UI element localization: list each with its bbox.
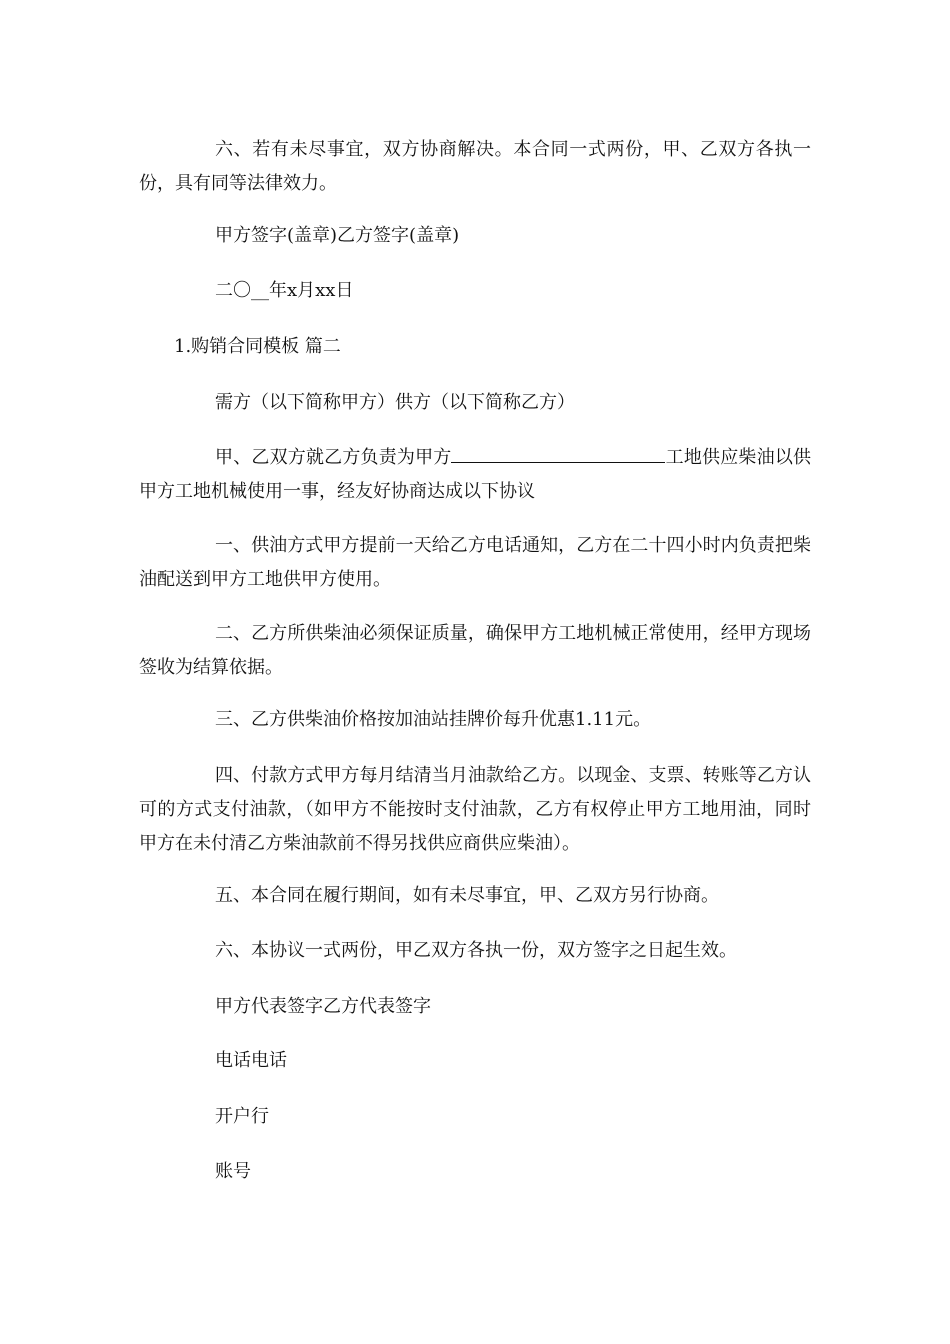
representative-signature-line: 甲方代表签字乙方代表签字: [215, 996, 431, 1017]
clause-six-first: 六、若有未尽事宜，双方协商解决。本合同一式两份，甲、乙双方各执一份，具有同等法律效力。: [139, 139, 811, 194]
clause-one: 一、供油方式甲方提前一天给乙方电话通知，乙方在二十四小时内负责把柴油配送到甲方工地供甲方使用。: [139, 535, 811, 590]
intro-text-b: 工地供应柴油以供甲方工地机械使用一事，经友好协商达成以下协议: [139, 447, 812, 502]
clause-five: 五、本合同在履行期间，如有未尽事宜，甲、乙双方另行协商。: [215, 885, 719, 906]
date-line: 二〇__年x月xx日: [215, 280, 354, 301]
section-heading: 1.购销合同模板 篇二: [174, 336, 341, 357]
parties-line: 需方（以下简称甲方）供方（以下简称乙方）: [215, 392, 575, 413]
clause-three: 三、乙方供柴油价格按加油站挂牌价每升优惠1.11元。: [215, 709, 652, 730]
intro-text-a: 甲、乙双方就乙方负责为甲方: [215, 447, 452, 468]
clause-six-second: 六、本协议一式两份，甲乙双方各执一份，双方签字之日起生效。: [215, 940, 737, 961]
bank-line: 开户行: [215, 1106, 269, 1127]
account-line: 账号: [215, 1161, 251, 1182]
clause-two: 二、乙方所供柴油必须保证质量，确保甲方工地机械正常使用，经甲方现场签收为结算依据。: [139, 623, 811, 678]
intro-paragraph: [139, 441, 811, 509]
signature-line-seal: 甲方签字(盖章)乙方签字(盖章): [215, 225, 460, 246]
phone-line: 电话电话: [215, 1050, 287, 1071]
clause-four: 四、付款方式甲方每月结清当月油款给乙方。以现金、支票、转账等乙方认可的方式支付油款，（如甲方不能按时支付油款，乙方有权停止甲方工地用油，同时甲方在未付清乙方柴油款前不得另找供应商供应柴油）。: [139, 765, 811, 854]
blank-underline: [451, 442, 665, 463]
